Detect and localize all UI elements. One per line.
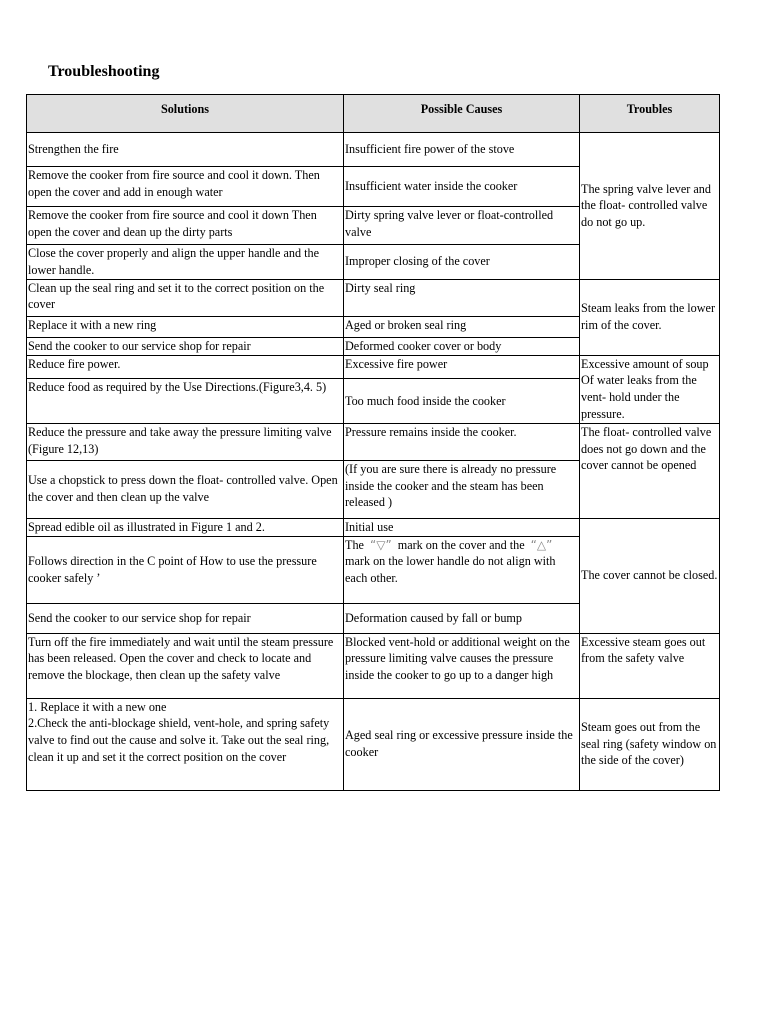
solution-cell: Send the cooker to our service shop for repair [27, 337, 344, 355]
table-row [27, 133, 720, 167]
page-title: Troubleshooting [48, 63, 160, 80]
troubleshooting-table [26, 94, 720, 791]
cause-cell: Insufficient water inside the cooker [344, 167, 580, 207]
solution-cell: Send the cooker to our service shop for repair [27, 603, 344, 633]
trouble-cell: Steam leaks from the lower rim of the cover. [580, 279, 720, 355]
solution-cell: Strengthen the fire [27, 133, 344, 167]
trouble-cell: Steam goes out from the seal ring (safety window on the side of the cover) [580, 698, 720, 790]
cause-cell [344, 536, 580, 603]
table-row [27, 633, 720, 698]
header-solutions: Solutions [27, 95, 344, 133]
cause-text-part: The [345, 537, 364, 552]
cause-cell: Initial use [344, 518, 580, 536]
solution-cell [27, 698, 344, 790]
header-possible-causes: Possible Causes [344, 95, 580, 133]
solution-cell: Reduce food as required by the Use Directions.(Figure3,4. 5) [27, 379, 344, 424]
cause-cell: Deformed cooker cover or body [344, 337, 580, 355]
trouble-cell: The cover cannot be closed. [580, 518, 720, 633]
cause-cell: Dirty seal ring [344, 279, 580, 316]
solution-line: 2.Check the anti-blockage shield, vent-hole, and spring safety valve to find out the cause and solve it. Take out the seal ring, clean it up and set it the correct position on the cover [28, 716, 330, 764]
cause-cell: (If you are sure there is already no pressure inside the cooker and the steam has been released ) [344, 460, 580, 518]
up-triangle-mark-icon: “△” [530, 537, 553, 552]
solution-cell: Follows direction in the C point of How to use the pressure cooker safely ’ [27, 536, 344, 603]
trouble-cell: Excessive steam goes out from the safety valve [580, 633, 720, 698]
cause-cell: Too much food inside the cooker [344, 379, 580, 424]
cause-cell: Deformation caused by fall or bump [344, 603, 580, 633]
table-row [27, 279, 720, 316]
solution-line: 1. Replace it with a new one [28, 699, 167, 714]
solution-cell: Spread edible oil as illustrated in Figure 1 and 2. [27, 518, 344, 536]
table-row [27, 423, 720, 460]
cause-text-part: mark on the lower handle do not align with each other. [345, 554, 556, 586]
cause-cell: Improper closing of the cover [344, 245, 580, 280]
cause-cell: Aged or broken seal ring [344, 316, 580, 337]
cause-cell: Insufficient fire power of the stove [344, 133, 580, 167]
table-row [27, 518, 720, 536]
solution-cell: Reduce the pressure and take away the pressure limiting valve (Figure 12,13) [27, 423, 344, 460]
solution-cell: Replace it with a new ring [27, 316, 344, 337]
table-row [27, 698, 720, 790]
solution-cell: Remove the cooker from fire source and cool it down. Then open the cover and add in enough water [27, 167, 344, 207]
table-header-row [27, 95, 720, 133]
solution-cell: Close the cover properly and align the upper handle and the lower handle. [27, 245, 344, 280]
cause-text-part: mark on the cover and the [397, 537, 525, 552]
solution-cell: Clean up the seal ring and set it to the correct position on the cover [27, 279, 344, 316]
solution-cell: Reduce fire power. [27, 355, 344, 378]
table-row [27, 355, 720, 378]
cause-cell: Dirty spring valve lever or float-controlled valve [344, 207, 580, 245]
cause-cell: Pressure remains inside the cooker. [344, 423, 580, 460]
cause-cell: Aged seal ring or excessive pressure inside the cooker [344, 698, 580, 790]
solution-cell: Use a chopstick to press down the float- controlled valve. Open the cover and then clean up the valve [27, 460, 344, 518]
solution-cell: Remove the cooker from fire source and cool it down Then open the cover and dean up the dirty parts [27, 207, 344, 245]
trouble-cell: The spring valve lever and the float- controlled valve do not go up. [580, 133, 720, 280]
trouble-cell: Excessive amount of soup Of water leaks from the vent- hold under the pressure. [580, 355, 720, 423]
solution-cell: Turn off the fire immediately and wait until the steam pressure has been released. Open the cover and check to locate and remove the blockage, then clean up the safety valve [27, 633, 344, 698]
header-troubles: Troubles [580, 95, 720, 133]
down-triangle-mark-icon: “▽” [370, 537, 392, 552]
cause-cell: Excessive fire power [344, 355, 580, 378]
cause-cell: Blocked vent-hold or additional weight on the pressure limiting valve causes the pressure inside the cooker to go up to a danger high [344, 633, 580, 698]
trouble-cell: The float- controlled valve does not go down and the cover cannot be opened [580, 423, 720, 518]
